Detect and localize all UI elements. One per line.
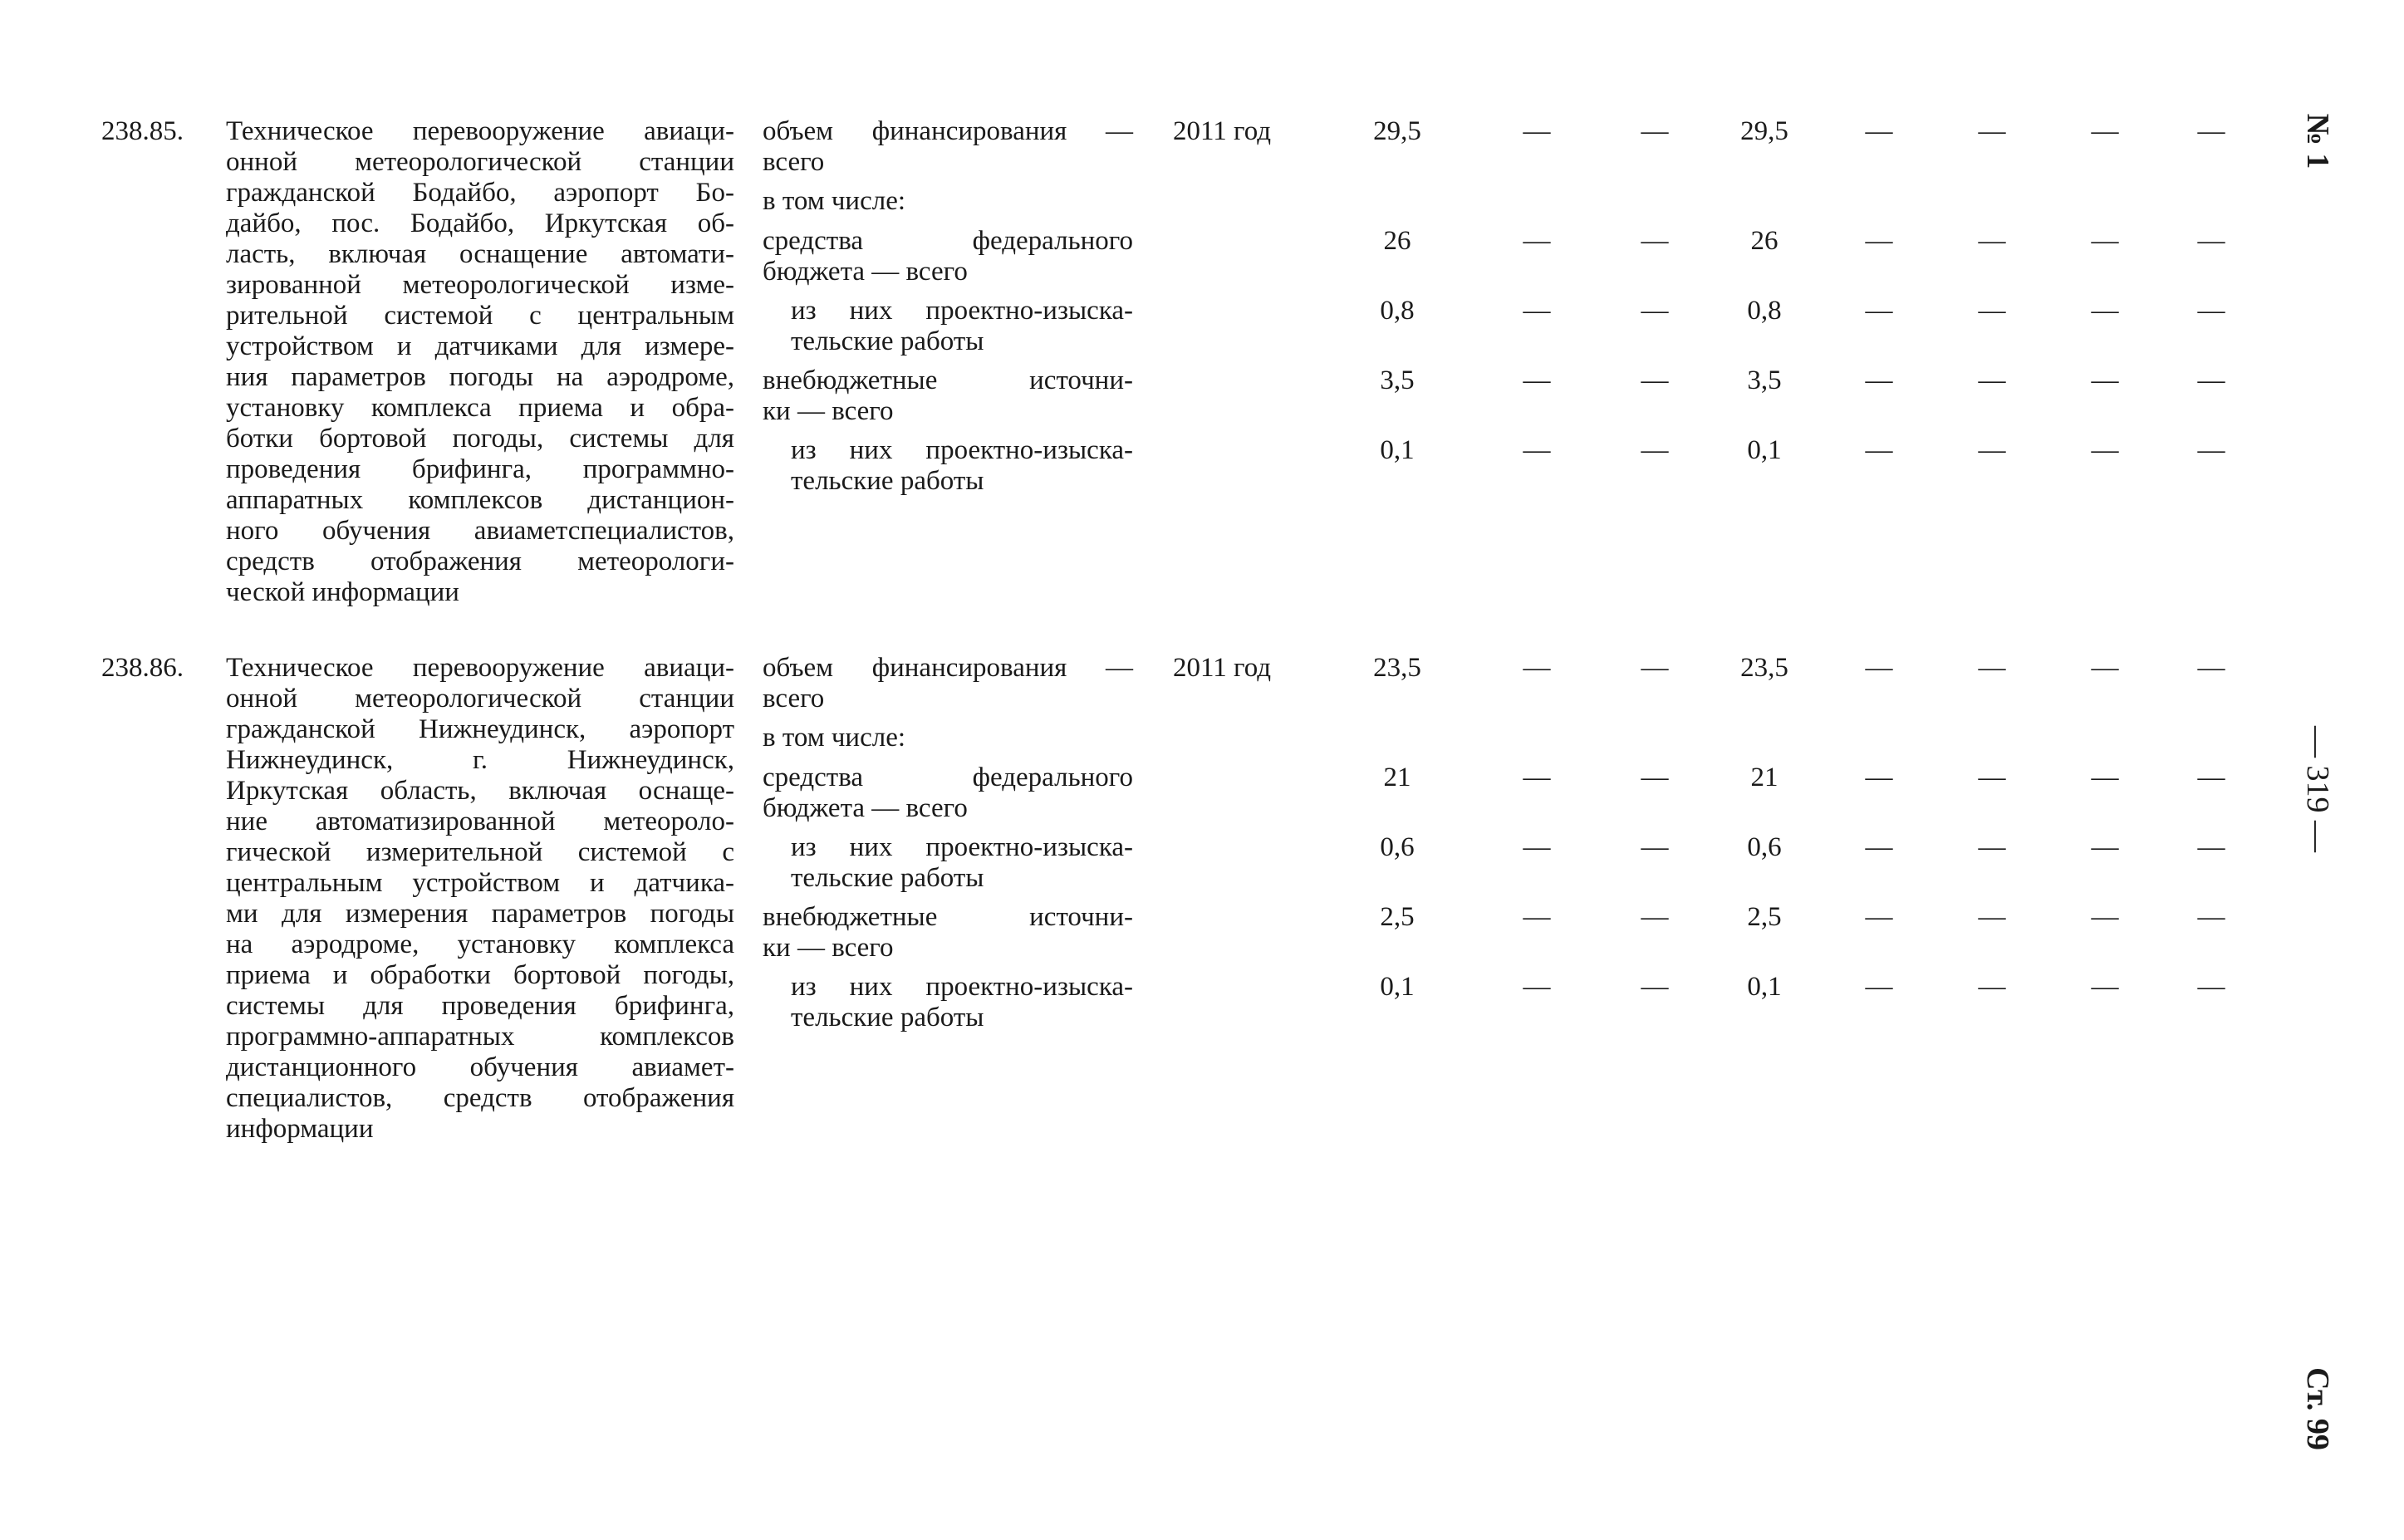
value-cell: — — [1523, 763, 1551, 792]
funding-label — [763, 365, 1133, 427]
description-line: ласть, включая оснащение автомати- — [226, 239, 734, 269]
value-cell: — — [2197, 116, 2225, 146]
funding-label-line: ки — всего — [763, 933, 894, 963]
description-line: ния параметров погоды на аэродроме, — [226, 362, 734, 392]
funding-label — [763, 186, 1133, 217]
value-cell: — — [1523, 902, 1551, 932]
description-line: ботки бортовой погоды, системы для — [226, 424, 734, 454]
value-cell: — — [1523, 365, 1551, 395]
description-line: специалистов, средств отображения — [226, 1083, 734, 1113]
value-cell: — — [2091, 435, 2119, 465]
entry-number: 238.85. — [101, 116, 184, 146]
value-cell: — — [1865, 296, 1893, 326]
description-line: гической измерительной системой с — [226, 837, 734, 867]
funding-label-line: средства федерального — [763, 226, 1133, 256]
entry-description — [226, 653, 734, 1145]
value-cell: — — [1523, 116, 1551, 146]
description-line: проведения брифинга, программно- — [226, 454, 734, 484]
description-line: рительной системой с центральным — [226, 301, 734, 331]
value-cell: — — [2091, 116, 2119, 146]
description-line: дистанционного обучения авиамет- — [226, 1052, 734, 1082]
value-cell: — — [2091, 972, 2119, 1002]
description-line: онной метеорологической станции — [226, 684, 734, 714]
funding-label-line: средства федерального — [763, 763, 1133, 792]
value-cell: — — [1641, 296, 1669, 326]
value-cell: — — [2197, 763, 2225, 792]
description-line: ного обучения авиаметспециалистов, — [226, 516, 734, 546]
page-number: — 319 — — [2300, 726, 2335, 852]
value-cell: 0,1 — [1380, 972, 1415, 1002]
description-line: Техническое перевооружение авиаци- — [226, 653, 734, 683]
funding-label-line: бюджета — всего — [763, 257, 968, 287]
value-cell: 2,5 — [1747, 902, 1782, 932]
value-cell: — — [1641, 972, 1669, 1002]
value-cell: — — [2197, 435, 2225, 465]
value-cell: — — [2197, 972, 2225, 1002]
funding-label-line: внебюджетные источни- — [763, 902, 1133, 932]
value-cell: — — [1978, 226, 2006, 256]
description-line: Иркутская область, включая оснаще- — [226, 776, 734, 806]
funding-label — [791, 832, 1133, 894]
funding-label-line: из них проектно-изыска- — [791, 832, 1133, 862]
value-cell: — — [1978, 296, 2006, 326]
value-cell: — — [1978, 832, 2006, 862]
value-cell: — — [1865, 653, 1893, 683]
description-line: гражданской Бодайбо, аэропорт Бо- — [226, 178, 734, 208]
value-cell: — — [1865, 226, 1893, 256]
value-cell: — — [1865, 972, 1893, 1002]
value-cell: — — [1865, 832, 1893, 862]
value-cell: 2,5 — [1380, 902, 1415, 932]
description-line: информации — [226, 1114, 374, 1144]
value-cell: 0,1 — [1380, 435, 1415, 465]
entry-number: 238.86. — [101, 653, 184, 683]
value-cell: — — [1978, 116, 2006, 146]
value-cell: — — [1641, 653, 1669, 683]
value-cell: 0,8 — [1380, 296, 1415, 326]
value-cell: 23,5 — [1373, 653, 1421, 683]
value-cell: — — [1523, 226, 1551, 256]
value-cell: — — [1978, 902, 2006, 932]
funding-label-line: из них проектно-изыска- — [791, 435, 1133, 465]
funding-label-line: объем финансирования — — [763, 116, 1133, 146]
issue-number: № 1 — [2300, 113, 2335, 169]
article-number: Ст. 99 — [2300, 1367, 2335, 1450]
value-cell: — — [1523, 296, 1551, 326]
description-line: ми для измерения параметров погоды — [226, 899, 734, 929]
value-cell: 0,1 — [1747, 435, 1782, 465]
funding-label — [791, 972, 1133, 1033]
description-line: программно-аппаратных комплексов — [226, 1022, 734, 1052]
value-cell: 0,8 — [1747, 296, 1782, 326]
value-cell: — — [1641, 435, 1669, 465]
funding-label-line: в том числе: — [763, 186, 906, 216]
value-cell: — — [1641, 832, 1669, 862]
value-cell: — — [1865, 116, 1893, 146]
value-cell: 0,6 — [1747, 832, 1782, 862]
funding-label — [763, 763, 1133, 824]
value-cell: — — [2197, 832, 2225, 862]
value-cell: — — [1978, 763, 2006, 792]
funding-label — [791, 296, 1133, 357]
value-cell: — — [2197, 902, 2225, 932]
description-line: приема и обработки бортовой погоды, — [226, 960, 734, 990]
value-cell: — — [1978, 365, 2006, 395]
value-cell: — — [1641, 763, 1669, 792]
value-cell: 23,5 — [1740, 653, 1788, 683]
funding-label — [763, 723, 1133, 753]
description-line: онной метеорологической станции — [226, 147, 734, 177]
funding-label-line: внебюджетные источни- — [763, 365, 1133, 395]
description-line: устройством и датчиками для измере- — [226, 331, 734, 361]
funding-label-line: тельские работы — [791, 863, 984, 893]
value-cell: 29,5 — [1740, 116, 1788, 146]
value-cell: — — [2091, 226, 2119, 256]
description-line: дайбо, пос. Бодайбо, Иркутская об- — [226, 208, 734, 238]
funding-label-line: тельские работы — [791, 1003, 984, 1032]
description-line: центральным устройством и датчика- — [226, 868, 734, 898]
year: 2011 год — [1173, 653, 1272, 683]
funding-label — [763, 902, 1133, 964]
value-cell: — — [1641, 226, 1669, 256]
value-cell: — — [1865, 365, 1893, 395]
value-cell: 21 — [1383, 763, 1411, 792]
value-cell: — — [1641, 116, 1669, 146]
description-line: ческой информации — [226, 577, 459, 607]
value-cell: — — [1978, 435, 2006, 465]
value-cell: 29,5 — [1373, 116, 1421, 146]
description-line: системы для проведения брифинга, — [226, 991, 734, 1021]
entry-description — [226, 116, 734, 608]
description-line: гражданской Нижнеудинск, аэропорт — [226, 714, 734, 744]
funding-label-line: объем финансирования — — [763, 653, 1133, 683]
funding-label — [763, 653, 1133, 714]
value-cell: — — [1978, 972, 2006, 1002]
description-line: Нижнеудинск, г. Нижнеудинск, — [226, 745, 734, 775]
value-cell: — — [2091, 365, 2119, 395]
funding-label-line: бюджета — всего — [763, 793, 968, 823]
funding-label-line: в том числе: — [763, 723, 906, 753]
description-line: установку комплекса приема и обра- — [226, 393, 734, 423]
value-cell: — — [1523, 832, 1551, 862]
value-cell: — — [2091, 902, 2119, 932]
value-cell: — — [2091, 653, 2119, 683]
value-cell: — — [1641, 365, 1669, 395]
value-cell: — — [1865, 435, 1893, 465]
funding-label-line: из них проектно-изыска- — [791, 972, 1133, 1002]
value-cell: — — [1523, 653, 1551, 683]
funding-label-line: тельские работы — [791, 466, 984, 496]
funding-label-line: всего — [763, 684, 825, 714]
funding-label-line: из них проектно-изыска- — [791, 296, 1133, 326]
value-cell: — — [2091, 296, 2119, 326]
value-cell: — — [1865, 763, 1893, 792]
funding-label-line: всего — [763, 147, 825, 177]
value-cell: — — [1865, 902, 1893, 932]
value-cell: 0,6 — [1380, 832, 1415, 862]
funding-label — [763, 116, 1133, 178]
value-cell: 26 — [1750, 226, 1778, 256]
value-cell: — — [1523, 435, 1551, 465]
value-cell: — — [2197, 226, 2225, 256]
value-cell: — — [2091, 832, 2119, 862]
value-cell: 21 — [1750, 763, 1778, 792]
value-cell: — — [1978, 653, 2006, 683]
funding-label-line: ки — всего — [763, 396, 894, 426]
description-line: ние автоматизированной метеороло- — [226, 807, 734, 836]
value-cell: — — [2197, 365, 2225, 395]
funding-label-line: тельские работы — [791, 326, 984, 356]
description-line: на аэродроме, установку комплекса — [226, 929, 734, 959]
description-line: Техническое перевооружение авиаци- — [226, 116, 734, 146]
description-line: аппаратных комплексов дистанцион- — [226, 485, 734, 515]
value-cell: — — [1641, 902, 1669, 932]
year: 2011 год — [1173, 116, 1272, 146]
value-cell: 3,5 — [1747, 365, 1782, 395]
value-cell: — — [2197, 653, 2225, 683]
value-cell: — — [1523, 972, 1551, 1002]
funding-label — [791, 435, 1133, 497]
description-line: зированной метеорологической изме- — [226, 270, 734, 300]
value-cell: 0,1 — [1747, 972, 1782, 1002]
value-cell: — — [2197, 296, 2225, 326]
value-cell: — — [2091, 763, 2119, 792]
value-cell: 26 — [1383, 226, 1411, 256]
description-line: средств отображения метеорологи- — [226, 547, 734, 576]
value-cell: 3,5 — [1380, 365, 1415, 395]
funding-label — [763, 226, 1133, 287]
